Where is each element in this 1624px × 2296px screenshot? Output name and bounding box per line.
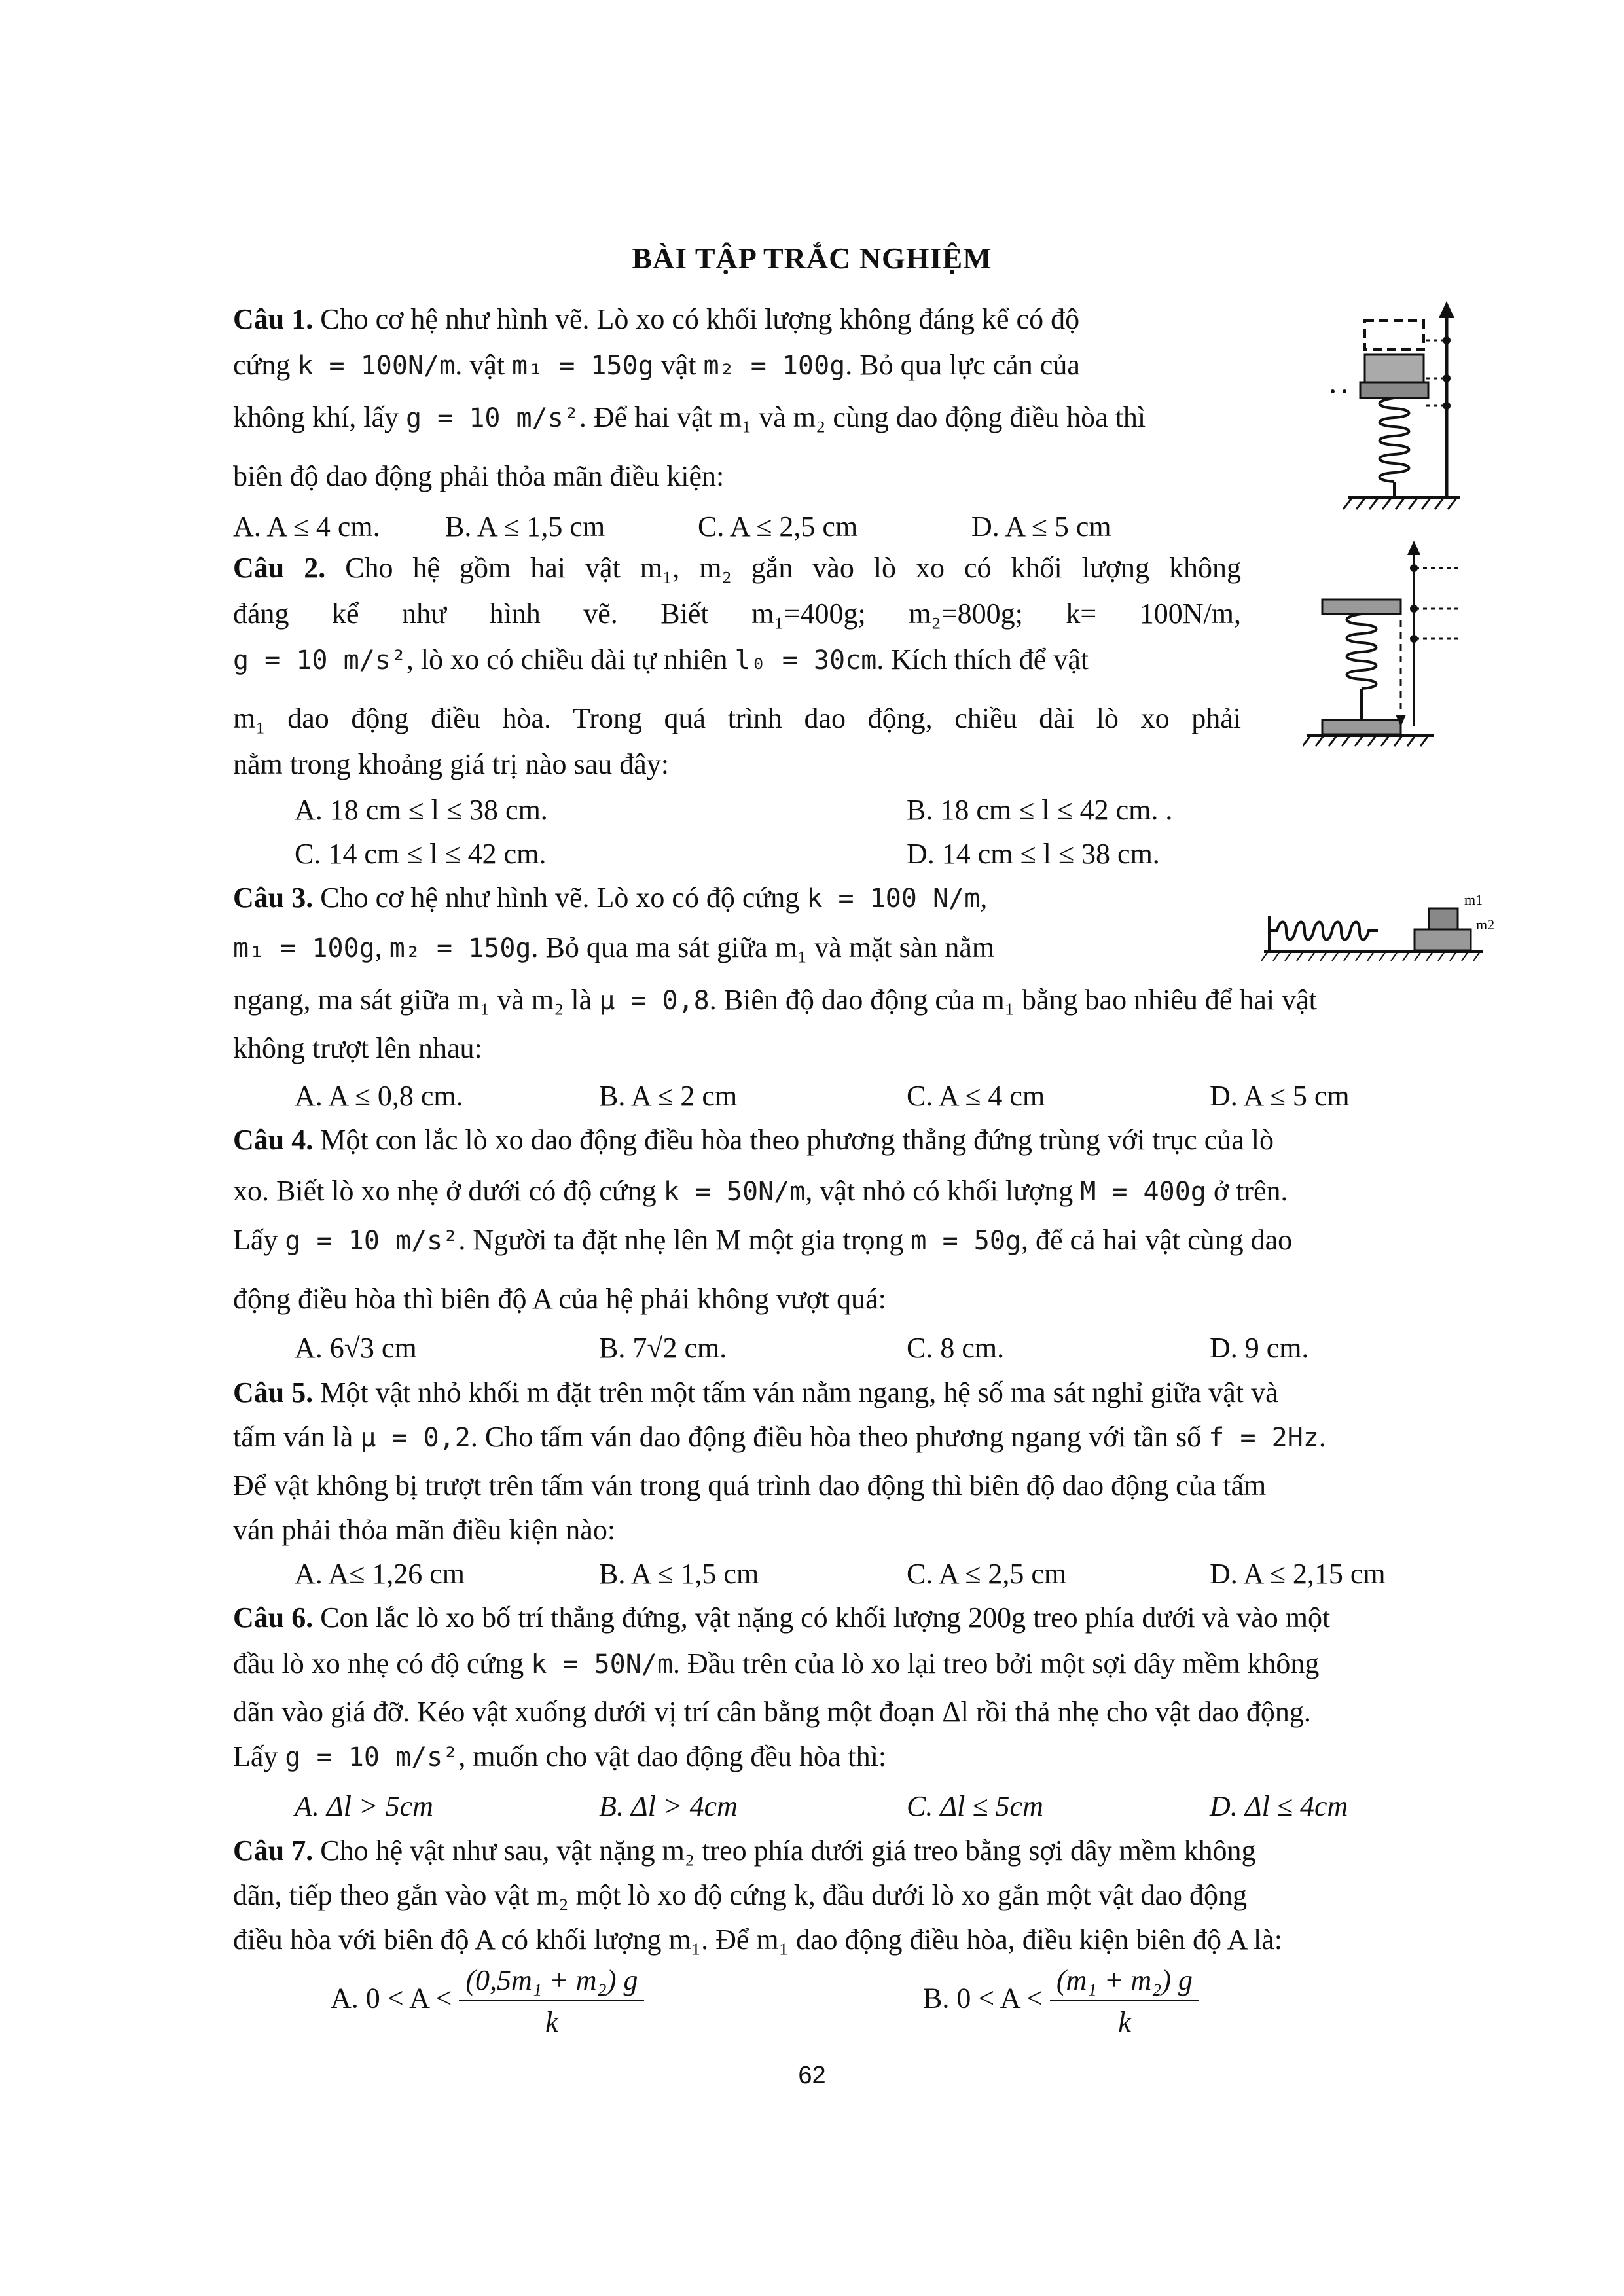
q5-option-d: D. A ≤ 2,15 cm — [1210, 1558, 1386, 1590]
q4-text-2c: ở trên. — [1206, 1175, 1288, 1207]
q3-text-1: Cho cơ hệ như hình vẽ. Lò xo có độ cứng — [313, 882, 807, 914]
q3-separator: , — [374, 931, 389, 963]
q4-text-3b: . Người ta đặt nhẹ lên M một gia trọng — [458, 1224, 911, 1256]
q3-label: Câu 3. — [233, 882, 314, 914]
q4-text-2b: , vật nhỏ có khối lượng — [805, 1175, 1081, 1207]
q1-text-3a: không khí, lấy — [233, 401, 406, 433]
q3-line-3 — [233, 980, 1317, 1020]
q4-option-a: A. 6√3 cm — [295, 1332, 417, 1364]
q6-option-c: C. Δl ≤ 5cm — [907, 1790, 1043, 1822]
q1-spring-figure — [1329, 301, 1499, 524]
q3-m2: m₂ = 150g — [389, 933, 532, 963]
q6-label: Câu 6. — [233, 1602, 314, 1634]
q5-line-2 — [233, 1418, 1326, 1458]
q7-line-2: dãn, tiếp theo gắn vào vật m₂ một lò xo độ cứng k, đầu dưới lò xo gắn một vật dao động — [233, 1879, 1248, 1911]
q7-option-a-numerator: (0,5m₁ + m₂) g — [459, 1964, 644, 2001]
q5-option-a: A. A≤ 1,26 cm — [295, 1558, 465, 1590]
q2-option-c: C. 14 cm ≤ l ≤ 42 cm. — [295, 838, 547, 870]
q4-M: M = 400g — [1080, 1177, 1206, 1207]
q3-option-b: B. A ≤ 2 cm — [599, 1080, 738, 1112]
q6-line-1 — [233, 1598, 1330, 1638]
q7-option-a — [331, 1964, 644, 2039]
q5-f: f = 2Hz — [1208, 1423, 1319, 1453]
q1-label: Câu 1. — [233, 303, 314, 335]
q1-text-3b: . Để hai vật m₁ và m₂ cùng dao động điều hòa thì — [579, 401, 1146, 433]
q6-text-1: Con lắc lò xo bố trí thẳng đứng, vật nặng có khối lượng 200g treo phía dưới và vào một — [313, 1602, 1331, 1634]
q4-line-1 — [233, 1121, 1274, 1160]
q2-l0: l₀ = 30cm — [734, 645, 877, 675]
q6-text-2b: . Đầu trên của lò xo lại treo bởi một sợi dây mềm không — [672, 1647, 1320, 1679]
q3-fig-label-m1: m1 — [1464, 891, 1483, 908]
q6-line-2 — [233, 1644, 1319, 1684]
q3-line-1 — [233, 878, 987, 918]
q6-line-3: dãn vào giá đỡ. Kéo vật xuống dưới vị trí cân bằng một đoạn Δl rồi thả nhẹ cho vật dao động. — [233, 1696, 1311, 1728]
q6-line-4 — [233, 1737, 886, 1777]
q7-option-b-numerator: (m₁ + m₂) g — [1050, 1964, 1199, 2001]
q5-line-3: Để vật không bị trượt trên tấm ván trong quá trình dao động thì biên độ dao động của tấm — [233, 1469, 1267, 1501]
q2-line-3 — [233, 640, 1089, 680]
q3-m1: m₁ = 100g — [233, 933, 375, 963]
q5-mu: μ = 0,2 — [360, 1423, 471, 1453]
q1-g: g = 10 m/s² — [405, 403, 579, 433]
q5-text-2b: . Cho tấm ván dao động điều hòa theo phương ngang với tần số — [470, 1421, 1209, 1453]
q6-option-d: D. Δl ≤ 4cm — [1210, 1790, 1348, 1822]
q3-option-a: A. A ≤ 0,8 cm. — [295, 1080, 463, 1112]
q7-option-a-prefix: A. 0 < A < — [331, 1982, 452, 2015]
q4-line-2 — [233, 1172, 1288, 1211]
q3-text-2b: . Bỏ qua ma sát giữa m₁ và mặt sàn nằm — [531, 931, 995, 963]
q7-option-b-prefix: B. 0 < A < — [923, 1982, 1043, 2015]
q6-k: k = 50N/m — [531, 1649, 673, 1679]
q4-text-1: Một con lắc lò xo dao động điều hòa theo phương thẳng đứng trùng với trục của lò — [313, 1124, 1274, 1156]
q4-m: m = 50g — [911, 1226, 1021, 1256]
q3-text-1b: , — [980, 882, 988, 914]
q5-text-2a: tấm ván là — [233, 1421, 361, 1453]
q7-text-1: Cho hệ vật như sau, vật nặng m₂ treo phía dưới giá treo bằng sợi dây mềm không — [313, 1835, 1256, 1867]
q4-g: g = 10 m/s² — [285, 1226, 459, 1256]
q5-label: Câu 5. — [233, 1376, 314, 1408]
q6-text-2a: đầu lò xo nhẹ có độ cứng — [233, 1647, 532, 1679]
q3-spring-figure — [1260, 890, 1496, 962]
q3-k: k = 100 N/m — [806, 884, 981, 914]
q5-text-1: Một vật nhỏ khối m đặt trên một tấm ván nằm ngang, hệ số ma sát nghỉ giữa vật và — [313, 1376, 1278, 1408]
q4-text-2a: xo. Biết lò xo nhẹ ở dưới có độ cứng — [233, 1175, 664, 1207]
q3-text-3b: . Biên độ dao động của m₁ bằng bao nhiêu để hai vật — [709, 984, 1317, 1016]
q3-line-2 — [233, 928, 994, 968]
q2-line-5: nằm trong khoảng giá trị nào sau đây: — [233, 748, 669, 780]
q7-option-a-fraction — [459, 1964, 644, 2039]
q7-option-b-fraction — [1050, 1964, 1199, 2039]
q3-line-4: không trượt lên nhau: — [233, 1032, 482, 1064]
q1-k: k = 100N/m — [297, 351, 456, 381]
q1-line-3 — [233, 398, 1146, 438]
q5-line-4: ván phải thỏa mãn điều kiện nào: — [233, 1514, 616, 1546]
q1-option-a: A. A ≤ 4 cm. — [233, 511, 380, 543]
q4-text-3a: Lấy — [233, 1224, 285, 1256]
q6-option-a: A. Δl > 5cm — [295, 1790, 433, 1822]
q4-option-c: C. 8 cm. — [907, 1332, 1005, 1364]
q4-option-d: D. 9 cm. — [1210, 1332, 1309, 1364]
q2-line-1 — [233, 548, 1241, 588]
q3-option-d: D. A ≤ 5 cm — [1210, 1080, 1350, 1112]
q3-text-3a: ngang, ma sát giữa m₁ và m₂ là — [233, 984, 600, 1016]
q7-label: Câu 7. — [233, 1835, 314, 1867]
q2-option-d: D. 14 cm ≤ l ≤ 38 cm. — [907, 838, 1160, 870]
q1-m2: m₂ = 100g — [703, 351, 846, 381]
q1-text-2a: cứng — [233, 349, 298, 381]
q7-line-3: điều hòa với biên độ A có khối lượng m₁. Để m₁ dao động điều hòa, điều kiện biên độ A là: — [233, 1924, 1282, 1956]
q1-option-c: C. A ≤ 2,5 cm — [698, 511, 858, 543]
q2-text-3c: . Kích thích để vật — [876, 643, 1089, 675]
q6-option-b: B. Δl > 4cm — [599, 1790, 738, 1822]
q4-line-4: động điều hòa thì biên độ A của hệ phải không vượt quá: — [233, 1283, 886, 1315]
q1-text-2b: . vật — [455, 349, 512, 381]
q1-text-2c: vật — [653, 349, 704, 381]
q1-option-b: B. A ≤ 1,5 cm — [445, 511, 605, 543]
q2-line-4: m₁ dao động điều hòa. Trong quá trình dao động, chiều dài lò xo phải — [233, 702, 1241, 734]
q1-text-2d: . Bỏ qua lực cản của — [845, 349, 1080, 381]
q2-option-b: B. 18 cm ≤ l ≤ 42 cm. . — [907, 794, 1173, 826]
q2-g: g = 10 m/s² — [233, 645, 406, 675]
q7-option-b-denominator: k — [1118, 2006, 1131, 2038]
q2-option-a: A. 18 cm ≤ l ≤ 38 cm. — [295, 794, 548, 826]
q1-line-1 — [233, 300, 1079, 339]
q7-option-a-denominator: k — [545, 2006, 558, 2038]
q5-option-c: C. A ≤ 2,5 cm — [907, 1558, 1067, 1590]
q2-line-2: đáng kể như hình vẽ. Biết m₁=400g; m₂=800g; k= 100N/m, — [233, 598, 1241, 630]
q7-option-b — [923, 1964, 1199, 2039]
q1-line-2 — [233, 346, 1080, 386]
q6-g: g = 10 m/s² — [285, 1742, 459, 1772]
q4-text-3c: , để cả hai vật cùng dao — [1021, 1224, 1293, 1256]
q1-m1: m₁ = 150g — [511, 351, 654, 381]
q2-text-1: Cho hệ gồm hai vật m₁, m₂ gắn vào lò xo có khối lượng không — [325, 552, 1241, 584]
q5-text-2c: . — [1318, 1421, 1326, 1453]
q4-option-b: B. 7√2 cm. — [599, 1332, 727, 1364]
q4-label: Câu 4. — [233, 1124, 314, 1156]
q3-option-c: C. A ≤ 4 cm — [907, 1080, 1045, 1112]
q1-text-1: Cho cơ hệ như hình vẽ. Lò xo có khối lượng không đáng kể có độ — [313, 303, 1080, 335]
q1-line-4: biên độ dao động phải thỏa mãn điều kiện: — [233, 460, 725, 492]
q4-k: k = 50N/m — [663, 1177, 806, 1207]
q2-spring-figure — [1303, 537, 1473, 759]
q5-option-b: B. A ≤ 1,5 cm — [599, 1558, 759, 1590]
q2-label: Câu 2. — [233, 552, 326, 584]
q5-line-1 — [233, 1373, 1278, 1412]
q6-text-4b: , muốn cho vật dao động đều hòa thì: — [458, 1740, 887, 1772]
q6-text-4a: Lấy — [233, 1740, 285, 1772]
q4-line-3 — [233, 1221, 1292, 1261]
page-title: BÀI TẬP TRẮC NGHIỆM — [632, 242, 992, 275]
q1-option-d: D. A ≤ 5 cm — [971, 511, 1111, 543]
q7-line-1 — [233, 1831, 1256, 1871]
q2-text-3b: , lò xo có chiều dài tự nhiên — [406, 643, 735, 675]
q3-fig-label-m2: m2 — [1476, 916, 1495, 933]
q3-mu: μ = 0,8 — [599, 986, 710, 1016]
page-number: 62 — [798, 2062, 826, 2089]
